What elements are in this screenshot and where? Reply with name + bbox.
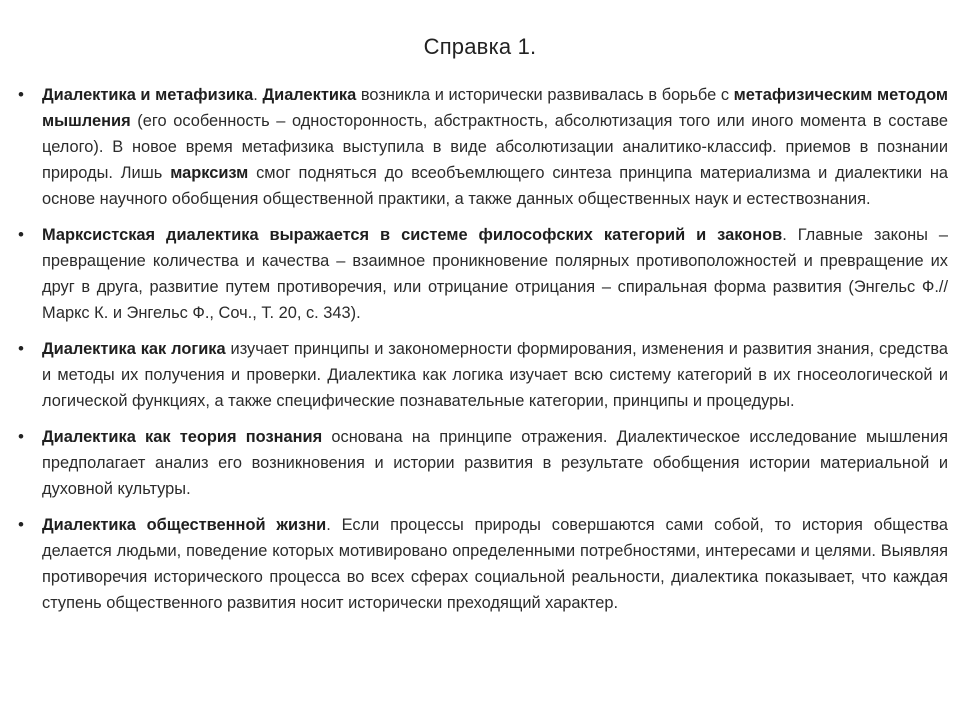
bullet-item-marxist-dialectics bbox=[0, 222, 960, 326]
bullet-marker: • bbox=[18, 339, 24, 358]
bullet-paragraph bbox=[42, 336, 948, 414]
bold-phrase: метафизическим методом мышления bbox=[42, 86, 948, 130]
bullet-item-dialectics-as-logic bbox=[0, 336, 960, 414]
text-run: (его особенность – односторонность, абстрактность, абсолютизация того или иного момента в составе целого). В новое время метафизика выступила в виде абсолютизации аналитико-классиф. приемов в познании природы. Лишь bbox=[42, 112, 948, 182]
bullet-paragraph bbox=[42, 512, 948, 616]
bold-phrase: Диалектика как теория познания bbox=[42, 428, 323, 446]
text-run: . Главные законы – превращение количества и качества – взаимное проникновение полярных противоположностей и превращение их друг в друга, развитие путем противоречия, или отрицание отрицания – спиральная форма развития (Энгельс Ф.// Маркс К. и Энгельс Ф., Соч., Т. 20, с. 343). bbox=[42, 226, 948, 322]
text-run: основана на принципе отражения. Диалектическое исследование мышления предполагает анализ его возникновения и истории развития в результате обобщения истории материальной и духовной культуры. bbox=[42, 428, 949, 498]
bold-phrase: Диалектика как логика bbox=[42, 340, 226, 358]
bold-phrase: Диалектика bbox=[262, 86, 357, 104]
bold-phrase: Диалектика и метафизика bbox=[42, 86, 254, 104]
bullet-item-dialectics-metaphysics bbox=[0, 82, 960, 212]
bold-phrase: Диалектика общественной жизни bbox=[42, 516, 327, 534]
bullet-paragraph bbox=[42, 222, 948, 326]
bullet-paragraph bbox=[42, 424, 948, 502]
bullet-marker: • bbox=[18, 85, 24, 104]
bullet-item-theory-of-knowledge bbox=[0, 424, 960, 502]
bold-phrase: Марксистская диалектика выражается в системе философских категорий и законов bbox=[42, 226, 783, 244]
slide-title: Справка 1. bbox=[423, 34, 537, 59]
bold-phrase: марксизм bbox=[170, 164, 249, 182]
text-run: возникла и исторически развивалась в борьбе с bbox=[356, 86, 734, 104]
bullet-item-social-life bbox=[0, 512, 960, 616]
bullet-paragraph bbox=[42, 82, 948, 212]
bullet-marker: • bbox=[18, 427, 24, 446]
text-run: смог подняться до всеобъемлющего синтеза принципа материализма и диалектики на основе научного обобщения общественной практики, а также данных общественных наук и естествознания. bbox=[42, 164, 948, 208]
text-run: . bbox=[253, 86, 263, 104]
text-run: . Если процессы природы совершаются сами собой, то история общества делается людьми, поведение которых мотивировано определенными потребностями, интересами и целями. Выявляя противоречия исторического процесса во всех сферах социальной реальности, диалектика показывает, что каждая ступень общественного развития носит исторически преходящий характер. bbox=[42, 516, 948, 612]
bullet-marker: • bbox=[18, 225, 24, 244]
bullet-marker: • bbox=[18, 515, 24, 534]
text-run: изучает принципы и закономерности формирования, изменения и развития знания, средства и методы их получения и проверки. Диалектика как логика изучает всю систему категорий в их гносеологической и логической функциях, а также специфические познавательные категории, принципы и процедуры. bbox=[42, 340, 948, 410]
bullet-list bbox=[0, 82, 960, 626]
